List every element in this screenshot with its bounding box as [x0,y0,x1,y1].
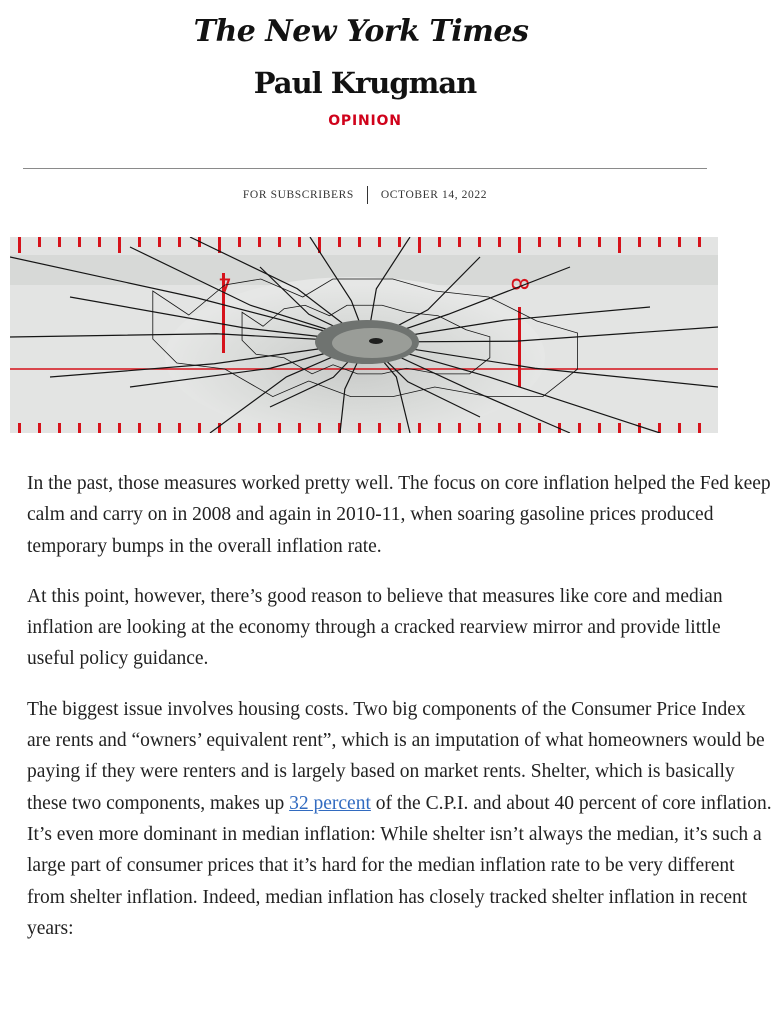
ruler-tick [18,423,21,433]
ruler-tick [518,237,521,253]
ruler-tick [178,423,181,433]
portrait-eye [369,338,383,344]
ruler-tick [678,237,681,247]
ruler-tick [658,423,661,433]
subscriber-label: FOR SUBSCRIBERS [242,189,354,201]
ruler-tick [598,237,601,247]
ruler-tick [438,237,441,247]
ruler-tick [658,237,661,247]
ruler-tick [258,423,261,433]
author-name[interactable]: Paul Krugman [253,66,477,100]
ruler-tick [458,423,461,433]
ruler-tick [398,237,401,247]
paragraph-2: At this point, however, there’s good reason to believe that measures like core and median inflation are looking at the economy through a cracked rearview mirror and provide little useful policy guidance. [27,585,723,670]
ruler-tick [478,423,481,433]
ruler-tick [298,423,301,433]
ruler-tick [698,423,701,433]
ruler-tick [238,423,241,433]
ruler-tick [698,237,701,247]
ruler-tick [98,237,101,247]
ruler-tick [18,237,21,253]
paragraph-3-text-b: of the C.P.I. and about 40 percent of core inflation. It’s even more dominant in median inflation: While shelter isn’t always the median, it’s such a large part of consumer prices that it’s hard for the median inflation rate to be very different from shelter inflation. Indeed, median inflation has closely tracked shelter inflation in recent years: [27,792,772,939]
ruler-tick [98,423,101,433]
ruler-tick [118,423,121,433]
hero-image [10,237,718,433]
ruler-tick [618,237,621,253]
ruler-tick [418,237,421,253]
ruler-tick [638,423,641,433]
ruler-tick [158,237,161,247]
ruler-tick [218,423,221,433]
ruler-tick [418,423,421,433]
ruler-tick [398,423,401,433]
ruler-tick [38,237,41,247]
ruler-tick [378,237,381,247]
ruler-tick [478,237,481,247]
ruler-tick [318,423,321,433]
ruler-tick [438,423,441,433]
ruler-tick [178,237,181,247]
ruler-tick [138,423,141,433]
ruler-tick [678,423,681,433]
section-label[interactable]: OPINION [328,113,402,129]
ruler-tick [518,423,521,433]
ruler-tick [458,237,461,247]
ruler-tick [158,423,161,433]
ruler-tick [558,237,561,247]
ruler-tick [338,237,341,247]
ruler-tick [58,423,61,433]
ruler-tick [578,423,581,433]
ruler-tick [198,423,201,433]
ruler-tick [538,423,541,433]
ruler-tick [78,237,81,247]
ruler-tick [358,237,361,247]
ruler-tick [38,423,41,433]
ruler-tick [498,237,501,247]
ruler-tick [238,237,241,247]
publish-date: OCTOBER 14, 2022 [380,189,488,201]
ruler-tick [638,237,641,247]
paragraph-1: In the past, those measures worked pretty well. The focus on core inflation helped the Fed keep calm and carry on in 2008 and again in 2010-11, when soaring gasoline prices produced temporary bumps in the overall inflation rate. [27,473,771,557]
ruler-tick [598,423,601,433]
ruler-tick [278,423,281,433]
ruler-tick [138,237,141,247]
paragraph-3 [27,694,772,944]
ruler-tick [498,423,501,433]
marker-seven: 7 [218,276,232,301]
ruler-tick [258,237,261,247]
divider [23,168,707,169]
article-body [27,468,772,963]
ruler-tick [358,423,361,433]
ruler-tick [618,423,621,433]
marker-eight: 8 [506,277,531,291]
ruler-tick [378,423,381,433]
ruler-tick [538,237,541,247]
ruler-tick [78,423,81,433]
ruler-tick [58,237,61,247]
ruler-tick [298,237,301,247]
paragraph-3-text-a: The biggest issue involves housing costs. Two big components of the Consumer Price Index are rents and “owners’ equivalent rent”, which is an imputation of what homeowners would be paying if they were renters and is largely based on market rents. Shelter, which is basically these two components, makes up [27,698,765,814]
link-32-percent[interactable]: 32 percent [289,792,371,814]
meta-separator [367,186,368,204]
article-meta [0,186,730,204]
masthead-logo[interactable]: The New York Times [193,14,529,49]
ruler-tick [118,237,121,253]
ruler-tick [278,237,281,247]
ruler-tick [578,237,581,247]
